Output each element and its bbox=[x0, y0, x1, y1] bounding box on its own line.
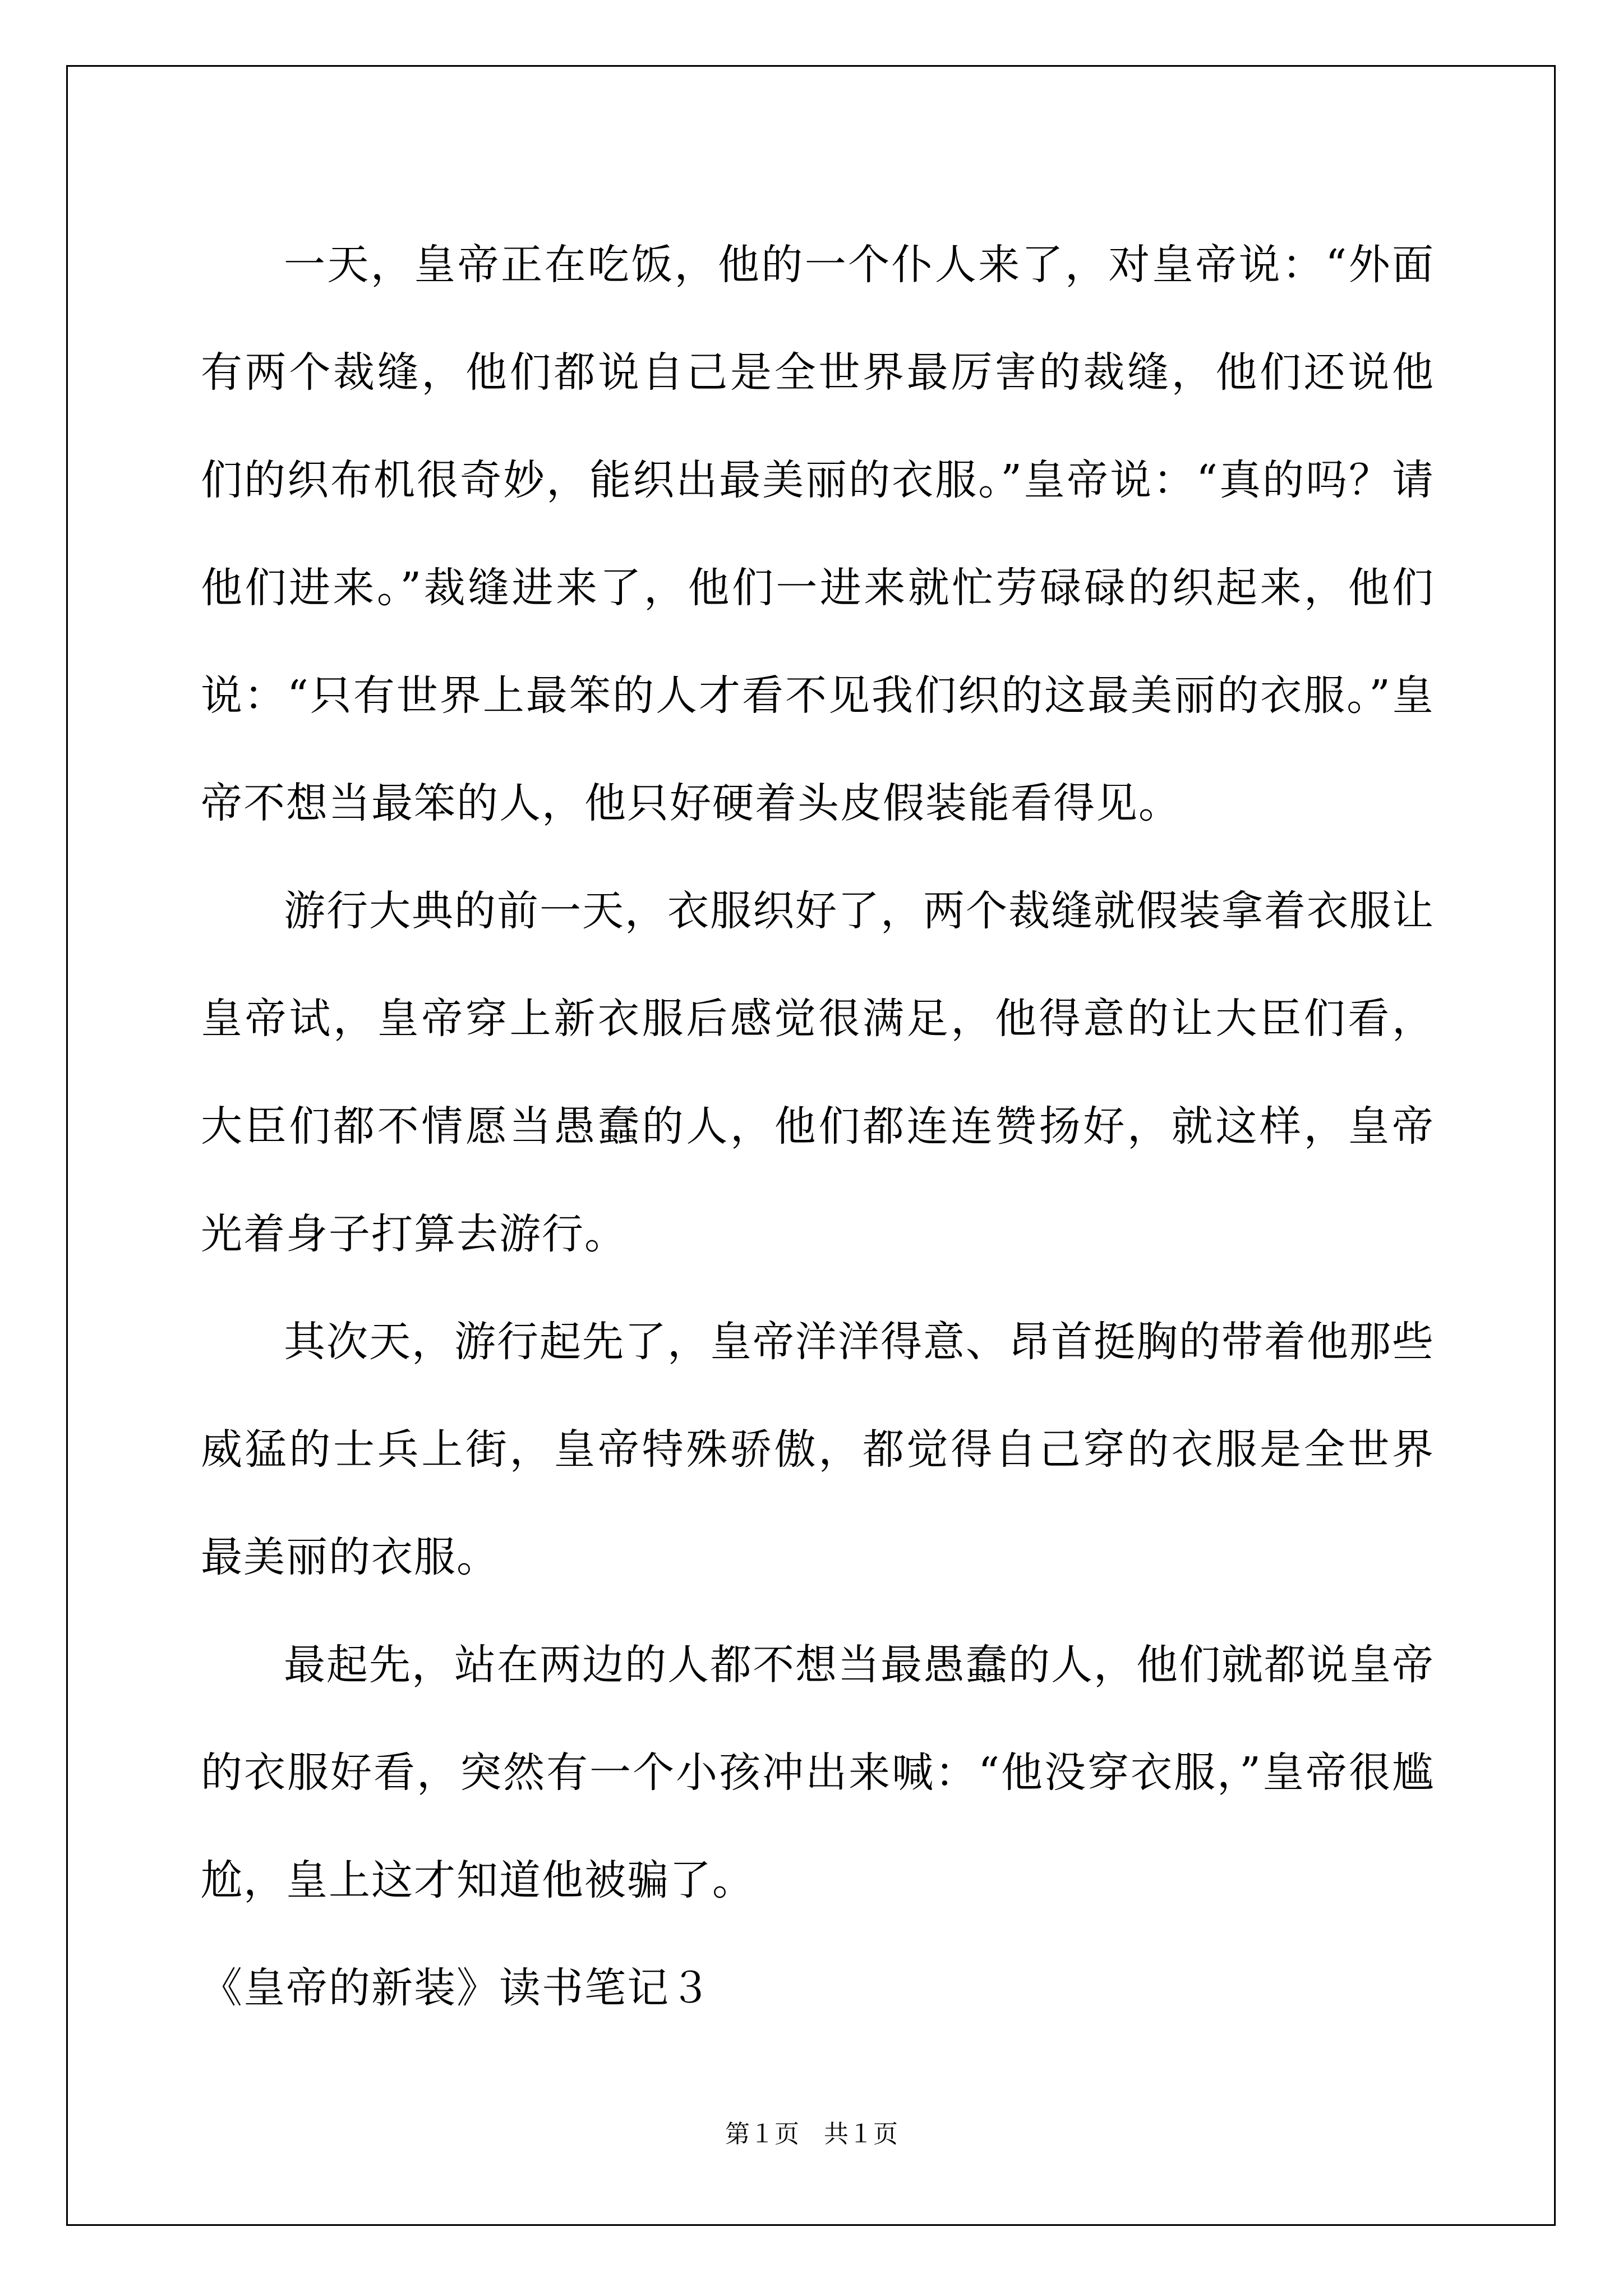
page-footer bbox=[0, 2118, 1623, 2151]
page-number: 第１页 bbox=[725, 2120, 799, 2148]
paragraph-2: 游行大典的前一天，衣服织好了，两个裁缝就假装拿着衣服让皇帝试，皇帝穿上新衣服后感觉很满足，他得意的让大臣们看，大臣们都不情愿当愚蠢的人，他们都连连赞扬好，就这样，皇帝光着身子打算去游行。 bbox=[201, 887, 1435, 1258]
paragraph-3: 其次天，游行起先了，皇帝洋洋得意、昂首挺胸的带着他那些威猛的士兵上街，皇帝特殊骄傲，都觉得自己穿的衣服是全世界最美丽的衣服。 bbox=[201, 1318, 1435, 1581]
section-heading: 《皇帝的新装》读书笔记３ bbox=[201, 1964, 712, 2012]
paragraph-1: 一天，皇帝正在吃饭，他的一个仆人来了，对皇帝说：“外面有两个裁缝，他们都说自己是全世界最厉害的裁缝，他们还说他们的织布机很奇妙，能织出最美丽的衣服。”皇帝说：“真的吗？请他们进来。”裁缝进来了，他们一进来就忙劳碌碌的织起来，他们说：“只有世界上最笨的人才看不见我们织的这最美丽的衣服。”皇帝不想当最笨的人，他只好硬着头皮假装能看得见。 bbox=[201, 241, 1435, 827]
document-body bbox=[201, 211, 1435, 2042]
page-total: 共１页 bbox=[824, 2120, 898, 2148]
paragraph-4: 最起先，站在两边的人都不想当最愚蠢的人，他们就都说皇帝的衣服好看，突然有一个小孩冲出来喊：“他没穿衣服，”皇帝很尴尬，皇上这才知道他被骗了。 bbox=[201, 1641, 1435, 1904]
